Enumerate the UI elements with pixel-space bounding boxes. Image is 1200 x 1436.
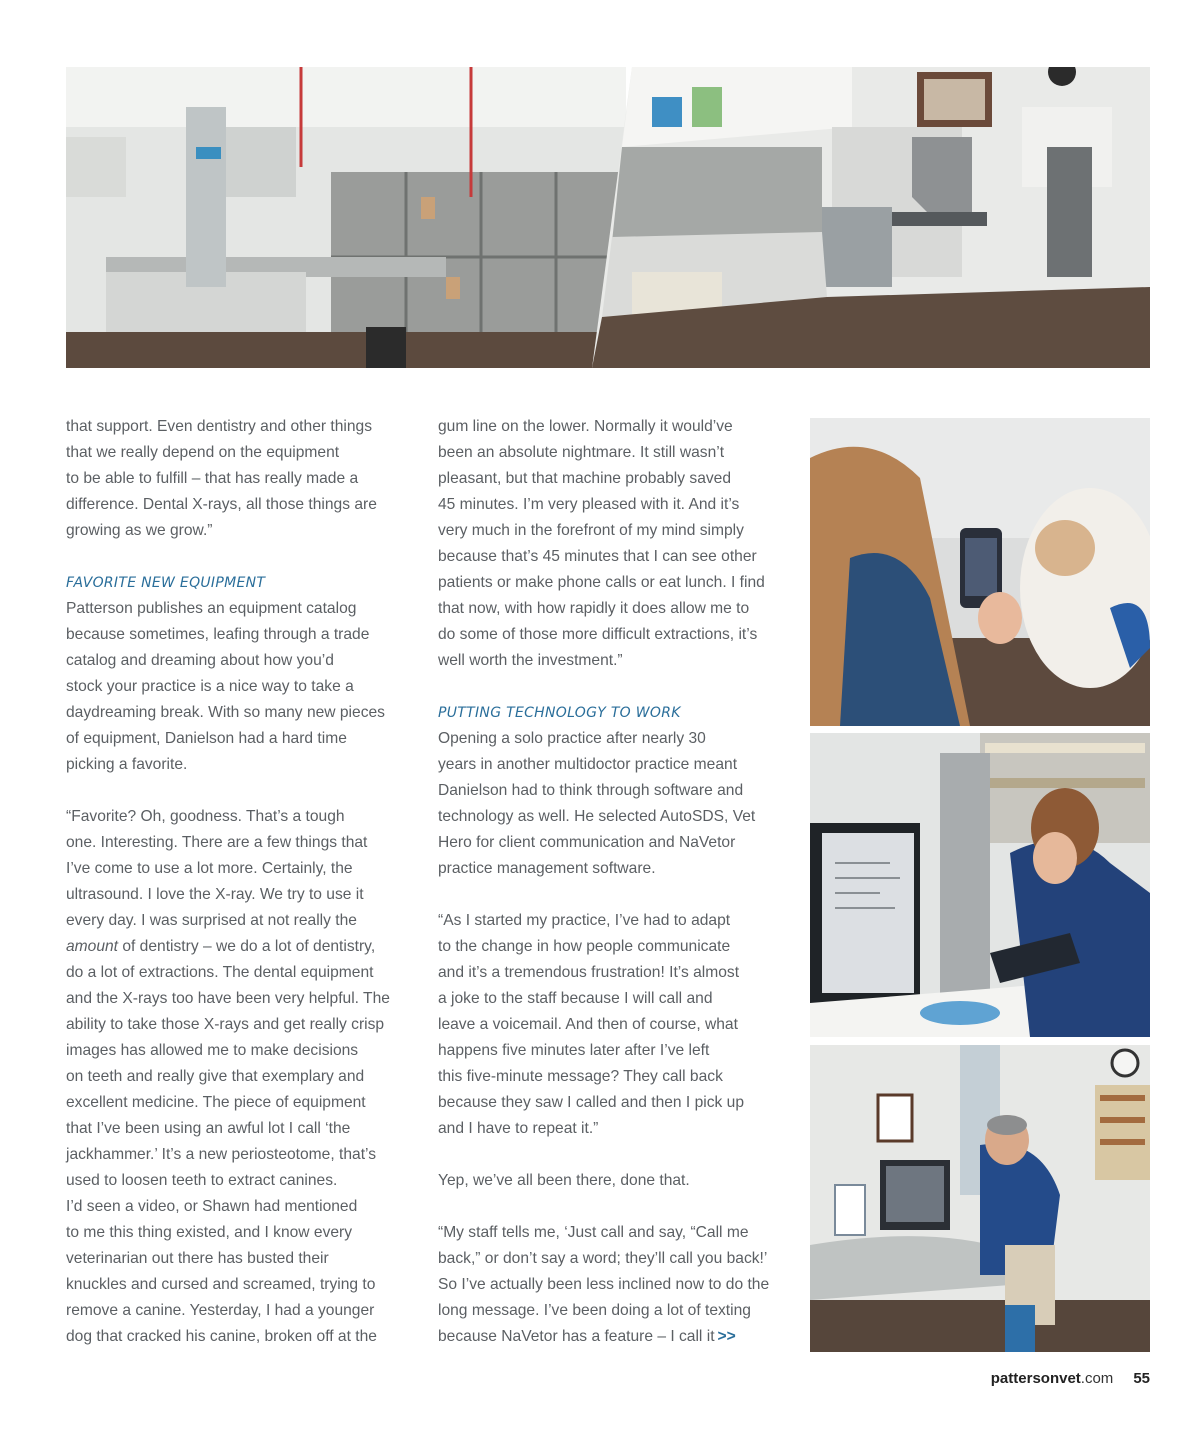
hero-photo-right bbox=[592, 67, 1150, 368]
section-heading-favorite-equipment: FAVORITE NEW EQUIPMENT bbox=[66, 575, 266, 591]
emphasis-text: amount bbox=[66, 938, 119, 955]
body-line: Danielson had to think through software and bbox=[438, 782, 744, 799]
body-line: do a lot of extractions. The dental equipment bbox=[66, 964, 374, 981]
body-line: picking a favorite. bbox=[66, 756, 188, 773]
body-line: “My staff tells me, ‘Just call and say, “Call me bbox=[438, 1224, 749, 1241]
body-line: Patterson publishes an equipment catalog bbox=[66, 600, 357, 617]
body-line: to the change in how people communicate bbox=[438, 938, 731, 955]
body-line: back,” or don’t say a word; they’ll call you back!’ bbox=[438, 1250, 768, 1267]
vet-on-phone-image bbox=[810, 1045, 1150, 1352]
continue-arrow-icon: >> bbox=[717, 1328, 736, 1345]
body-line: of equipment, Danielson had a hard time bbox=[66, 730, 347, 747]
paragraph-gap bbox=[66, 544, 411, 570]
body-line: because sometimes, leafing through a trade bbox=[66, 626, 370, 643]
body-line: do some of those more difficult extractions, it’s bbox=[438, 626, 758, 643]
body-line: long message. I’ve been doing a lot of texting bbox=[438, 1302, 751, 1319]
body-line: veterinarian out there has busted their bbox=[66, 1250, 329, 1267]
body-line: to be able to fulfill – that has really made a bbox=[66, 470, 359, 487]
body-line: to me this thing existed, and I know every bbox=[66, 1224, 353, 1241]
body-line: patients or make phone calls or eat lunch. I find bbox=[438, 574, 765, 591]
hero-photo-left bbox=[66, 67, 626, 368]
body-line: a joke to the staff because I will call and bbox=[438, 990, 713, 1007]
body-line: years in another multidoctor practice meant bbox=[438, 756, 738, 773]
body-line-last bbox=[438, 1324, 788, 1350]
body-line: used to loosen teeth to extract canines. bbox=[66, 1172, 338, 1189]
body-line: “Favorite? Oh, goodness. That’s a tough bbox=[66, 808, 345, 825]
dog-dental-photo-image bbox=[810, 418, 1150, 726]
body-line: Opening a solo practice after nearly 30 bbox=[438, 730, 706, 747]
body-line: excellent medicine. The piece of equipment bbox=[66, 1094, 366, 1111]
body-line: practice management software. bbox=[438, 860, 656, 877]
body-line: every day. I was surprised at not really the bbox=[66, 912, 357, 929]
paragraph-gap bbox=[438, 1142, 788, 1168]
body-text: of dentistry – we do a lot of dentistry, bbox=[118, 938, 376, 955]
paragraph-gap bbox=[438, 674, 788, 700]
body-line: gum line on the lower. Normally it would’ve bbox=[438, 418, 733, 435]
body-line: happens five minutes later after I’ve left bbox=[438, 1042, 710, 1059]
body-line: on teeth and really give that exemplary and bbox=[66, 1068, 365, 1085]
body-line: and the X-rays too have been very helpful. The bbox=[66, 990, 390, 1007]
body-line-mixed bbox=[66, 934, 411, 960]
side-photo-computer bbox=[810, 733, 1150, 1037]
site-url-bold: pattersonvet bbox=[990, 1370, 1081, 1387]
staff-at-computer-image bbox=[810, 733, 1150, 1037]
side-photo-dental bbox=[810, 418, 1150, 726]
article-column-right bbox=[438, 414, 788, 1350]
body-text: because NaVetor has a feature – I call it bbox=[438, 1328, 715, 1345]
body-line: ability to take those X-rays and get really crisp bbox=[66, 1016, 385, 1033]
page-number: 55 bbox=[1133, 1370, 1150, 1387]
body-line: and I have to repeat it.” bbox=[438, 1120, 599, 1137]
body-line: well worth the investment.” bbox=[438, 652, 623, 669]
site-url-domain: .com bbox=[1080, 1370, 1114, 1387]
body-line: leave a voicemail. And then of course, what bbox=[438, 1016, 738, 1033]
body-line: been an absolute nightmare. It still wasn’t bbox=[438, 444, 725, 461]
paragraph-gap bbox=[438, 882, 788, 908]
body-line: because they saw I called and then I pick up bbox=[438, 1094, 745, 1111]
body-line: I’ve come to use a lot more. Certainly, the bbox=[66, 860, 353, 877]
body-line: images has allowed me to make decisions bbox=[66, 1042, 359, 1059]
treatment-area-image bbox=[592, 67, 1150, 368]
body-line: stock your practice is a nice way to take a bbox=[66, 678, 354, 695]
body-line: technology as well. He selected AutoSDS, Vet bbox=[438, 808, 756, 825]
body-line: daydreaming break. With so many new pieces bbox=[66, 704, 385, 721]
body-line: difference. Dental X-rays, all those things are bbox=[66, 496, 377, 513]
body-line: Yep, we’ve all been there, done that. bbox=[438, 1172, 690, 1189]
body-line: remove a canine. Yesterday, I had a younger bbox=[66, 1302, 375, 1319]
side-photo-reception bbox=[810, 1045, 1150, 1352]
section-heading-technology: PUTTING TECHNOLOGY TO WORK bbox=[438, 705, 681, 721]
body-line: So I’ve actually been less inclined now to do the bbox=[438, 1276, 770, 1293]
body-line: jackhammer.’ It’s a new periosteotome, that’s bbox=[66, 1146, 377, 1163]
body-line: this five-minute message? They call back bbox=[438, 1068, 723, 1085]
body-line: one. Interesting. There are a few things that bbox=[66, 834, 368, 851]
body-line: knuckles and cursed and screamed, trying to bbox=[66, 1276, 376, 1293]
body-line: because that’s 45 minutes that I can see other bbox=[438, 548, 757, 565]
body-line: very much in the forefront of my mind simply bbox=[438, 522, 744, 539]
body-line: that now, with how rapidly it does allow me to bbox=[438, 600, 750, 617]
body-line: Hero for client communication and NaVetor bbox=[438, 834, 736, 851]
body-line: that support. Even dentistry and other things bbox=[66, 418, 372, 435]
treatment-room-image bbox=[66, 67, 626, 368]
body-line: pleasant, but that machine probably saved bbox=[438, 470, 732, 487]
body-line: and it’s a tremendous frustration! It’s almost bbox=[438, 964, 740, 981]
body-line: that we really depend on the equipment bbox=[66, 444, 340, 461]
body-line: ultrasound. I love the X-ray. We try to use it bbox=[66, 886, 364, 903]
paragraph-gap bbox=[438, 1194, 788, 1220]
page-footer bbox=[991, 1370, 1150, 1387]
paragraph-gap bbox=[66, 778, 411, 804]
article-column-left bbox=[66, 414, 411, 1350]
body-line: “As I started my practice, I’ve had to adapt bbox=[438, 912, 731, 929]
site-url[interactable] bbox=[991, 1370, 1114, 1387]
body-line: 45 minutes. I’m very pleased with it. And it’s bbox=[438, 496, 740, 513]
body-line: catalog and dreaming about how you’d bbox=[66, 652, 334, 669]
body-line: dog that cracked his canine, broken off at the bbox=[66, 1328, 377, 1345]
body-line: I’d seen a video, or Shawn had mentioned bbox=[66, 1198, 358, 1215]
body-line: growing as we grow.” bbox=[66, 522, 213, 539]
body-line: that I’ve been using an awful lot I call ‘the bbox=[66, 1120, 351, 1137]
